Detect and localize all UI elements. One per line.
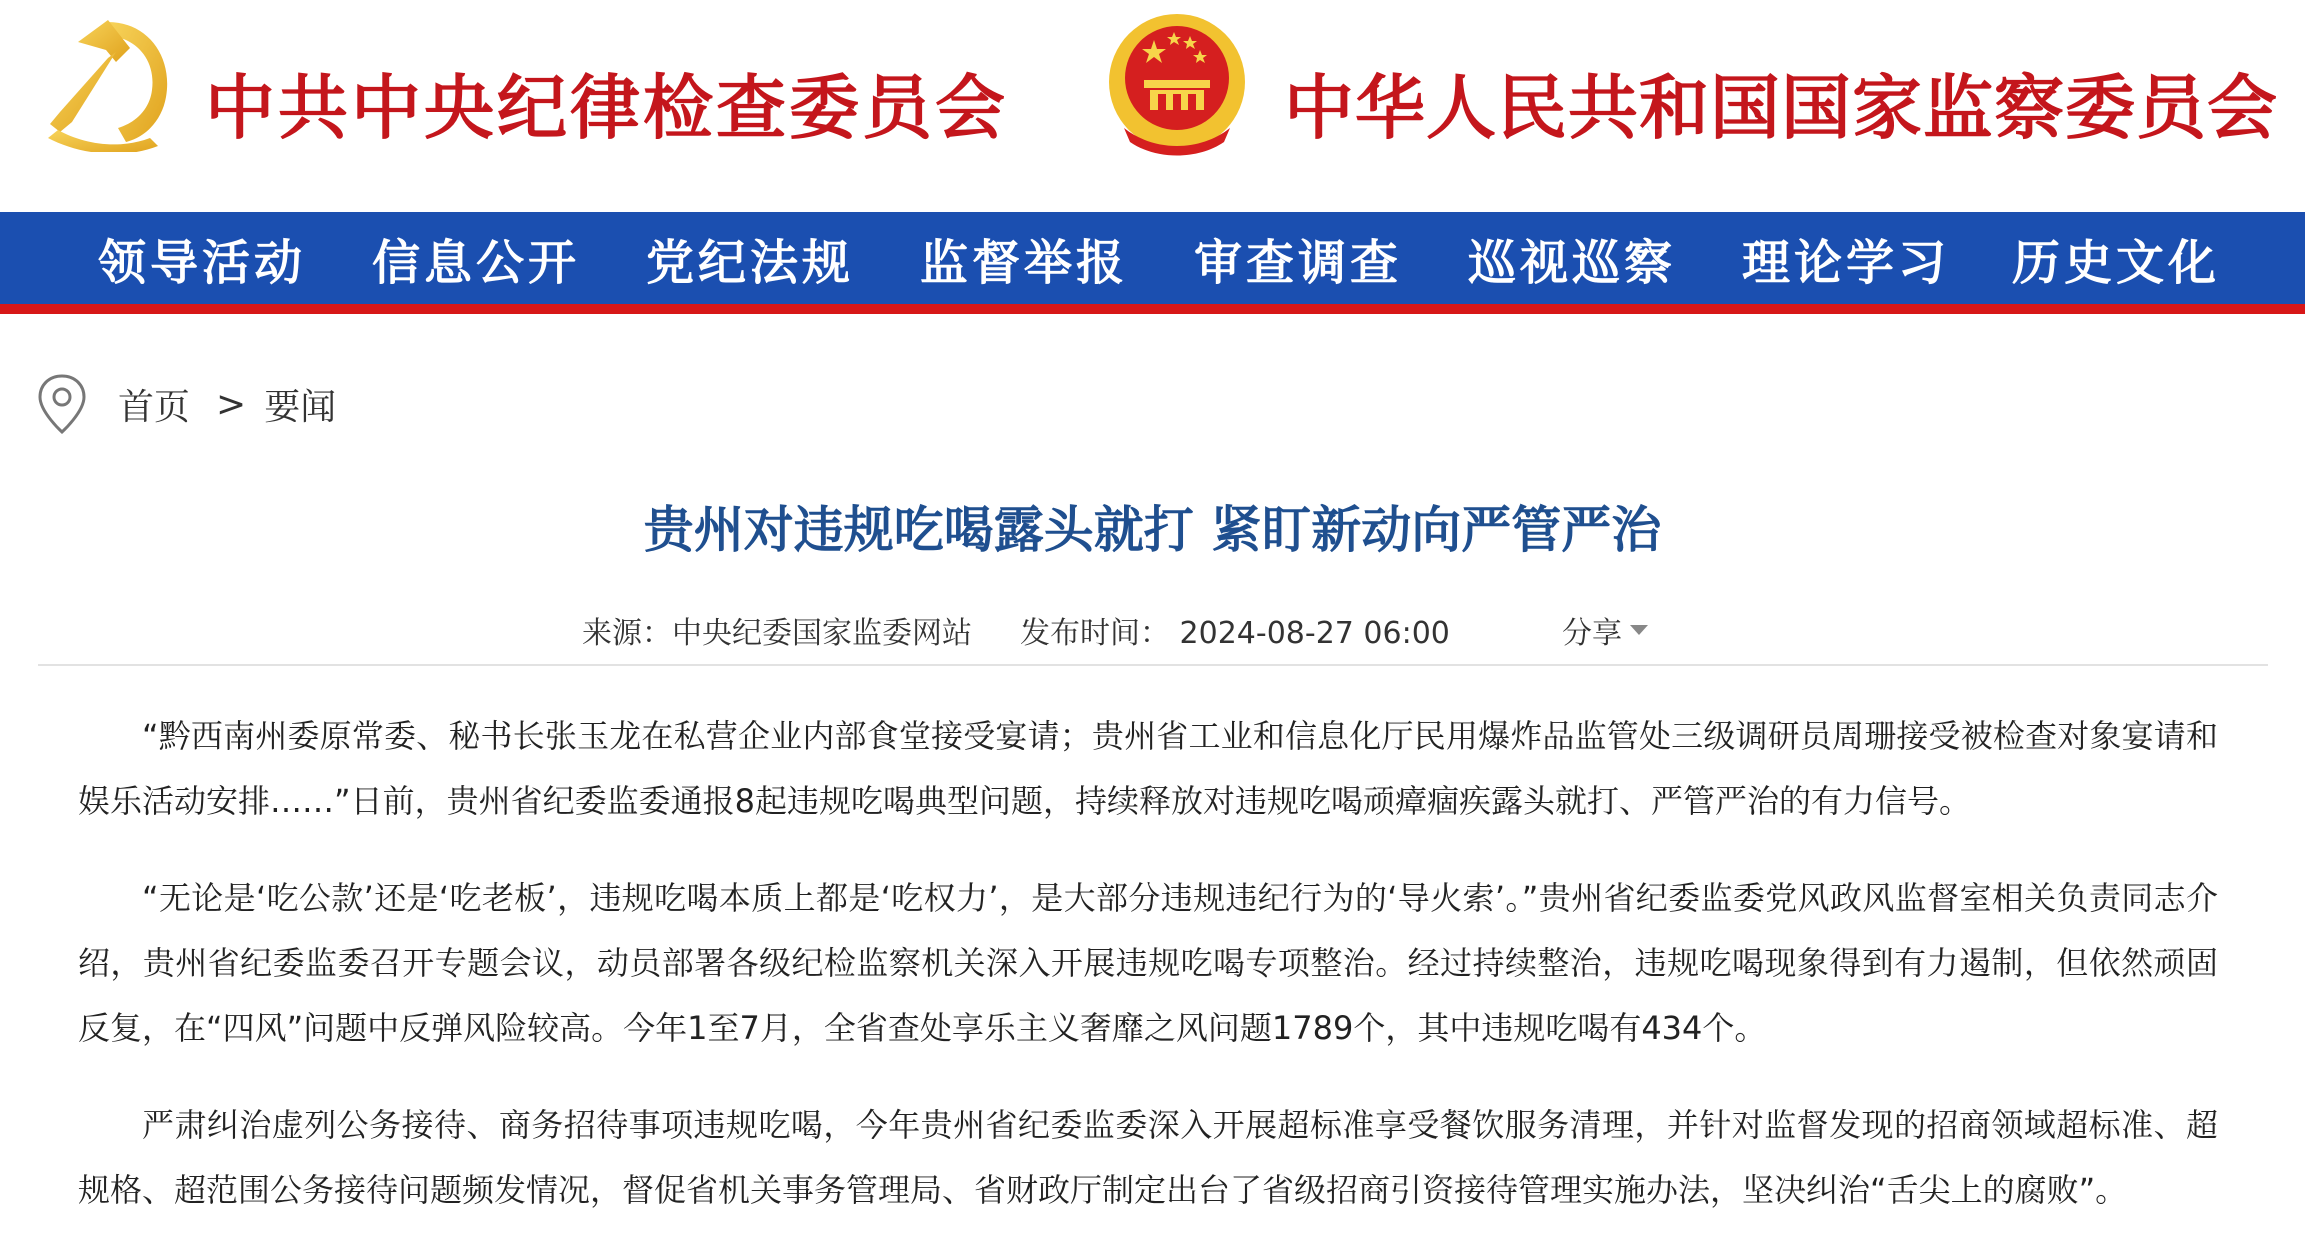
location-pin-icon	[36, 372, 88, 436]
share-button[interactable]	[1562, 608, 1648, 652]
share-label: 分享	[1562, 616, 1622, 651]
nav-item-history[interactable]: 历史文化	[2012, 235, 2221, 291]
breadcrumb-home[interactable]: 首页	[118, 386, 191, 428]
commission-title[interactable]: 中共中央纪律检查委员会	[205, 66, 1008, 149]
article-publish-time: 发布时间： 2024-08-27 06:00	[1020, 616, 1450, 651]
article-paragraph: “无论是‘吃公款’还是‘吃老板’，违规吃喝本质上都是‘吃权力’，是大部分违规违纪行为的‘导火索’。”贵州省纪委监委党风政风监督室相关负责同志介绍，贵州省纪委监委召开专题会议，动员部署各级纪检监察机关深入开展违规吃喝专项整治。经过持续整治，违规吃喝现象得到有力遏制，但依然顽固反复，在“四风”问题中反弹风险较高。今年1至7月，全省查处享乐主义奢靡之风问题1789个，其中违规吃喝有434个。	[78, 879, 2218, 1047]
nav-item-regulations[interactable]: 党纪法规	[646, 235, 855, 291]
article-paragraph: “黔西南州委原常委、秘书长张玉龙在私营企业内部食堂接受宴请；贵州省工业和信息化厅民用爆炸品监管处三级调研员周珊接受被检查对象宴请和娱乐活动安排……”日前，贵州省纪委监委通报8起违规吃喝典型问题，持续释放对违规吃喝顽瘴痼疾露头就打、严管严治的有力信号。	[78, 717, 2218, 820]
nav-item-information[interactable]: 信息公开	[372, 235, 581, 291]
site-header	[0, 0, 2305, 212]
nav-item-theory[interactable]: 理论学习	[1742, 235, 1951, 291]
supervision-title[interactable]: 中华人民共和国国家监察委员会	[1284, 66, 2278, 149]
national-emblem-icon[interactable]	[1104, 10, 1250, 160]
divider	[38, 664, 2268, 666]
article-paragraph: 严肃纠治虚列公务接待、商务招待事项违规吃喝，今年贵州省纪委监委深入开展超标准享受餐饮服务清理，并针对监督发现的招商领域超标准、超规格、超范围公务接待问题频发情况，督促省机关事务管理局、省财政厅制定出台了省级招商引资接待管理实施办法，坚决纠治“舌尖上的腐败”。	[78, 1106, 2218, 1209]
nav-item-leadership[interactable]: 领导活动	[98, 235, 307, 291]
chevron-down-icon	[1630, 625, 1648, 635]
breadcrumb	[36, 372, 336, 436]
article-title: 贵州对违规吃喝露头就打 紧盯新动向严管严治	[643, 501, 1662, 559]
party-emblem-icon[interactable]	[38, 12, 178, 152]
breadcrumb-current[interactable]: 要闻	[264, 386, 337, 428]
article-body	[78, 704, 2218, 1255]
nav-item-inspection[interactable]: 巡视巡察	[1468, 235, 1677, 291]
nav-item-review[interactable]: 审查调查	[1194, 235, 1403, 291]
main-nav	[0, 212, 2305, 314]
article-source: 来源：中央纪委国家监委网站	[582, 616, 972, 651]
breadcrumb-separator: >	[216, 383, 247, 425]
nav-item-report[interactable]: 监督举报	[920, 235, 1129, 291]
